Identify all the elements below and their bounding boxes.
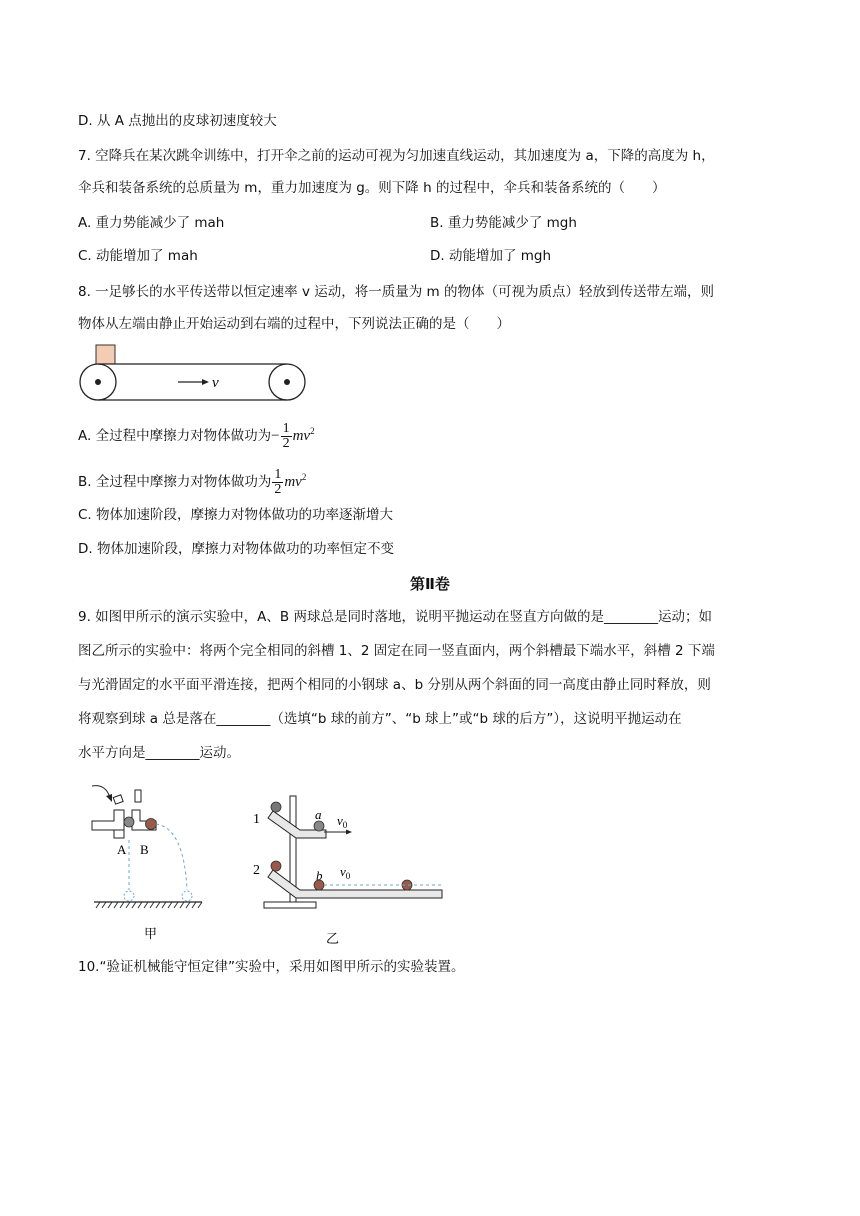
fraction-numerator: 1 [274,466,282,482]
figure-jia-apparatus [84,778,214,948]
label-b: B [140,842,149,857]
fraction-one-half [272,468,283,497]
q6-option-d: D. 从 A 点抛出的皮球初速度较大 [78,113,277,129]
q8-stem-line1: 8. 一足够长的水平传送带以恒定速率 v 运动，将一质量为 m 的物体（可视为质点）轻放到传送带左端，则 [78,284,714,300]
q8-option-a-prefix: A. 全过程中摩擦力对物体做功为 [78,428,272,444]
q8-option-d: D. 物体加速阶段，摩擦力对物体做功的功率恒定不变 [78,541,394,557]
q8-option-a [78,416,315,451]
q8-option-b [78,462,306,497]
mv-exponent: 2 [310,426,315,436]
caption-jia: 甲 [144,927,158,942]
frame-left [92,810,124,830]
caption-yi: 乙 [326,932,340,947]
stand-base [264,902,316,908]
clamp-top [135,790,141,802]
block-on-belt [96,345,115,364]
q7-option-d: D. 动能增加了 mgh [430,248,552,264]
q9-stem-line5: 水平方向是________运动。 [78,745,240,761]
q8-stem-line2: 物体从左端由静止开始运动到右端的过程中，下列说法正确的是（ ） [78,316,510,332]
velocity-label: v [212,375,219,391]
v0-arrowhead-a [346,830,352,835]
q7-stem-line2: 伞兵和装备系统的总质量为 m，重力加速度为 g。则下降 h 的过程中，伞兵和装备系统的（ ） [78,180,666,196]
ramp-1-label: 1 [253,812,260,827]
v0-label-a: $v_0$ [337,813,348,830]
q7-option-a: A. 重力势能减少了 mah [78,215,225,231]
ball-a-landing [124,891,134,901]
q7-stem-line1: 7. 空降兵在某次跳伞训练中，打开伞之前的运动可视为匀加速直线运动，其加速度为 a，下降的高度为 h， [78,148,715,164]
fraction-denominator: 2 [282,435,290,451]
label-b: b [316,868,323,883]
q9-stem-line4: 将观察到球 a 总是落在________（选填“b 球的前方”、“b 球上”或“b 球的后方”），这说明平抛运动在 [78,711,682,727]
ball-b [146,819,157,830]
q7-option-c: C. 动能增加了 mah [78,248,198,264]
frame-leg-left [114,830,124,838]
mv-expression [284,474,306,490]
fraction-denominator: 2 [274,481,282,497]
label-a: a [315,807,322,822]
parabolic-path [156,824,187,890]
fraction-numerator: 1 [282,420,290,436]
ramp-2-label: 2 [253,863,260,878]
minus-sign: − [271,428,280,444]
q8-option-b-prefix: B. 全过程中摩擦力对物体做功为 [78,474,272,490]
v0-label-b: $v_0$ [340,864,351,881]
right-pulley-axle [284,379,290,385]
section-title: 第Ⅱ卷 [410,575,450,593]
figure-yi-apparatus [246,790,456,950]
hammer-head [113,795,123,804]
q8-option-c: C. 物体加速阶段，摩擦力对物体做功的功率逐渐增大 [78,507,394,523]
ball-a [314,821,324,831]
left-pulley-axle [95,379,101,385]
mv-exponent: 2 [301,472,307,482]
ball-top-ramp-1 [271,802,281,812]
ball-b-landing [182,891,192,901]
ground-hatching [96,902,202,908]
conveyor-belt-figure [76,342,312,404]
fraction-one-half [281,422,292,451]
q10-stem-line1: 10.“验证机械能守恒定律”实验中，采用如图甲所示的实验装置。 [78,959,465,975]
mv-base: mv [292,428,311,444]
mv-base: mv [284,474,302,490]
ball-a [124,817,134,827]
q9-stem-line1: 9. 如图甲所示的演示实验中，A、B 两球总是同时落地，说明平抛运动在竖直方向做的是________运动；如 [78,609,712,625]
ball-top-ramp-2 [271,861,281,871]
velocity-arrowhead [202,379,209,385]
q7-option-b: B. 重力势能减少了 mgh [430,215,577,231]
label-a: A [117,842,127,857]
mv-expression [293,428,315,444]
q9-stem-line3: 与光滑固定的水平面平滑连接，把两个相同的小钢球 a、b 分别从两个斜面的同一高度由静止同时释放，则 [78,677,711,693]
strike-arrowhead [106,794,112,802]
q9-stem-line2: 图乙所示的实验中：将两个完全相同的斜槽 1、2 固定在同一竖直面内，两个斜槽最下端水平，斜槽 2 下端 [78,643,715,659]
